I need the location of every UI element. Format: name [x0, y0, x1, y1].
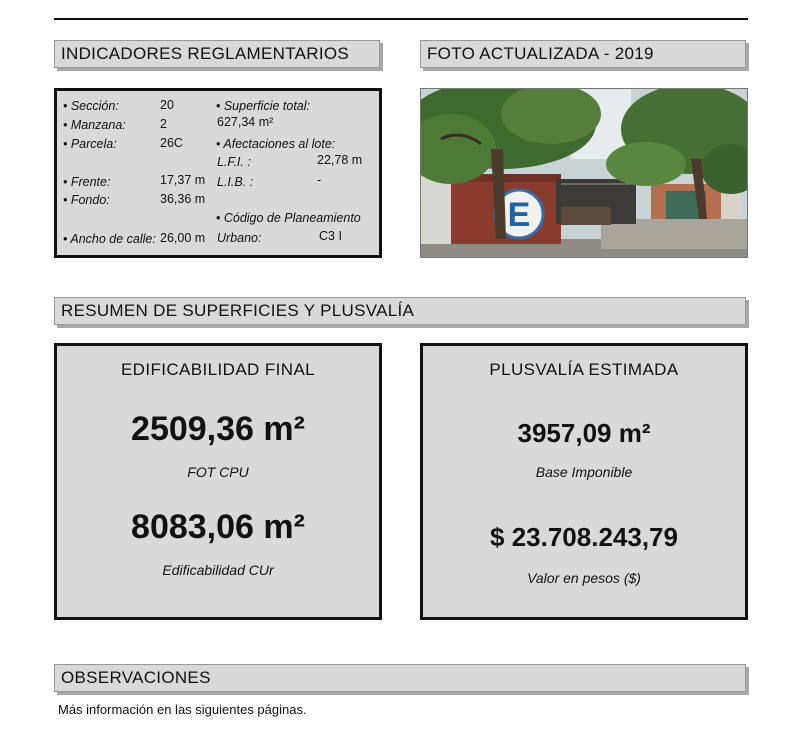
- parcela-value: 26C: [160, 136, 183, 150]
- foto-header-text: FOTO ACTUALIZADA - 2019: [427, 44, 654, 63]
- street-photo-image: [421, 89, 748, 258]
- edificabilidad-box: [54, 343, 382, 620]
- manzana-label: • Manzana:: [63, 118, 126, 132]
- ancho-calle-value: 26,00 m: [160, 231, 206, 245]
- fot-cpu-value: 2509,36 m²: [131, 410, 305, 448]
- manzana-value: 2: [160, 117, 167, 131]
- fondo-label: • Fondo:: [63, 193, 110, 207]
- top-divider: [54, 18, 748, 20]
- codigo-label: • Código de Planeamiento: [216, 211, 361, 225]
- base-imponible-value: 3957,09 m²: [517, 418, 651, 448]
- sign-letter: E: [507, 196, 531, 234]
- valor-pesos-value: $ 23.708.243,79: [490, 522, 678, 552]
- codigo-value: C3 I: [319, 229, 342, 243]
- street-photo: [420, 88, 748, 258]
- edificabilidad-cur-caption: Edificabilidad CUr: [162, 562, 274, 578]
- indicadores-header-text: INDICADORES REGLAMENTARIOS: [61, 44, 350, 63]
- indicadores-header: [54, 40, 380, 68]
- frente-value: 17,37 m: [160, 173, 206, 187]
- fot-cpu-caption: FOT CPU: [187, 464, 249, 480]
- afectaciones-label: • Afectaciones al lote:: [216, 137, 336, 151]
- ancho-calle-label: • Ancho de calle:: [63, 232, 156, 246]
- resumen-header: [54, 297, 746, 325]
- lfi-label: L.F.I. :: [217, 155, 251, 169]
- lib-value: -: [317, 173, 322, 187]
- valor-pesos-caption: Valor en pesos ($): [527, 570, 641, 586]
- edificabilidad-cur-value: 8083,06 m²: [131, 508, 305, 546]
- lfi-value: 22,78 m: [317, 153, 363, 167]
- edificabilidad-title: EDIFICABILIDAD FINAL: [120, 360, 316, 379]
- observaciones-text: Más información en las siguientes páginas.: [58, 702, 307, 717]
- plusvalia-title: PLUSVALÍA ESTIMADA: [489, 360, 679, 379]
- fondo-value: 36,36 m: [160, 192, 206, 206]
- observaciones-header-text: OBSERVACIONES: [61, 668, 211, 687]
- plusvalia-box: [420, 343, 748, 620]
- seccion-value: 20: [160, 98, 174, 112]
- parcela-label: • Parcela:: [63, 137, 117, 151]
- foto-header: [420, 40, 746, 68]
- resumen-header-text: RESUMEN DE SUPERFICIES Y PLUSVALÍA: [61, 301, 415, 320]
- superficie-value: 627,34 m²: [217, 115, 274, 129]
- observaciones-header: [54, 664, 746, 692]
- codigo-label-urbano: Urbano:: [217, 231, 262, 245]
- indicadores-box: [54, 88, 382, 258]
- frente-label: • Frente:: [63, 175, 111, 189]
- base-imponible-caption: Base Imponible: [535, 464, 633, 480]
- superficie-label: • Superficie total:: [216, 99, 311, 113]
- lib-label: L.I.B. :: [217, 175, 254, 189]
- seccion-label: • Sección:: [63, 99, 119, 113]
